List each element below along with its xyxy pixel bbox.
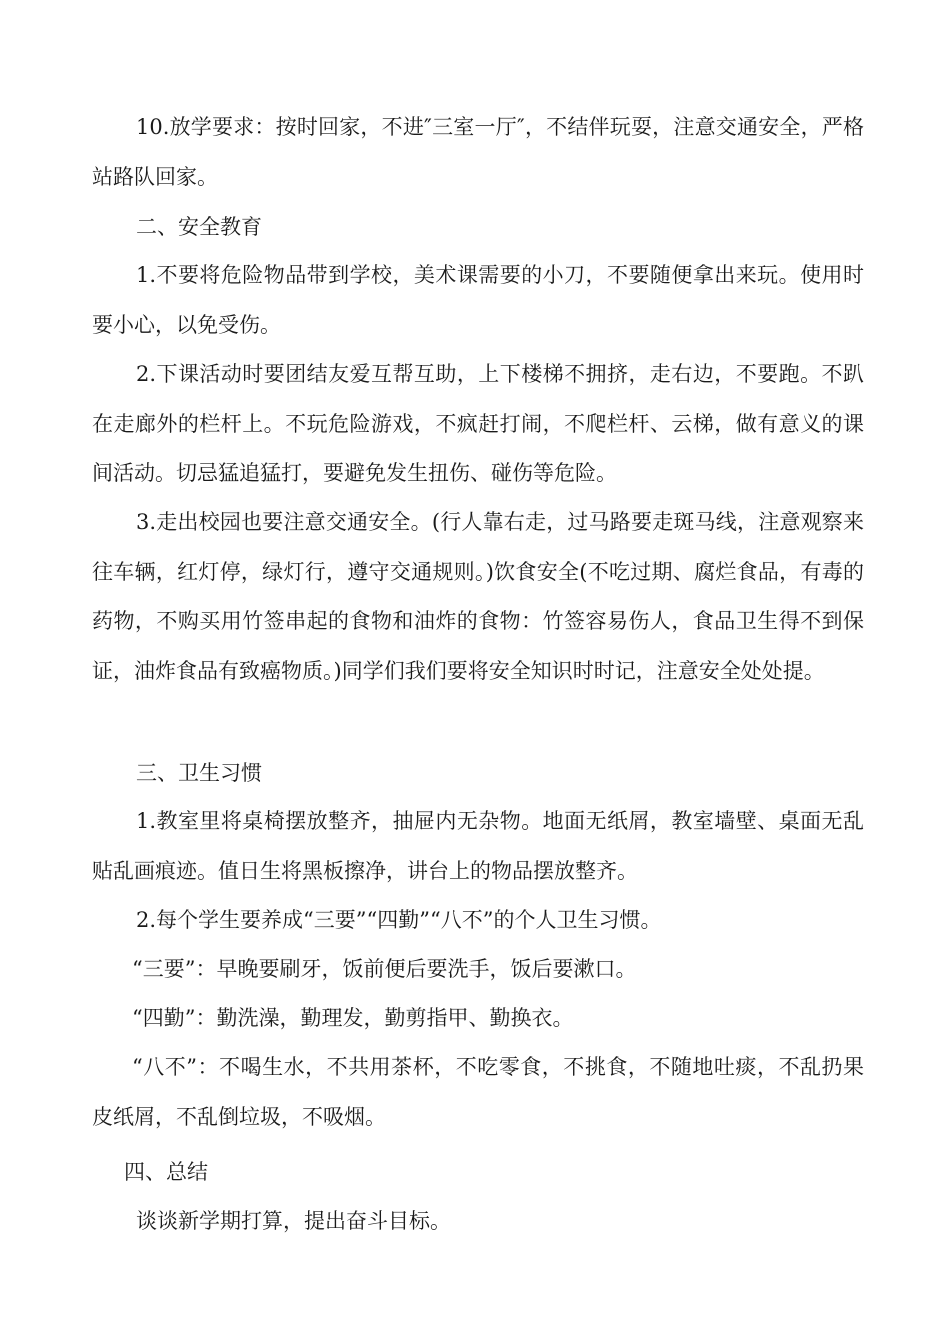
paragraph-summary: 谈谈新学期打算，提出奋斗目标。 xyxy=(136,1209,451,1233)
paragraph-hygiene-1: 1.教室里将桌椅摆放整齐，抽屉内无杂物。地面无纸屑，教室墙壁、桌面无乱贴乱画痕迹。值日生将黑板擦净，讲台上的物品摆放整齐。 xyxy=(92,809,864,883)
section-heading-safety: 二、安全教育 xyxy=(136,215,262,239)
paragraph-four-diligences: “四勤”：勤洗澡，勤理发，勤剪指甲、勤换衣。 xyxy=(132,1006,574,1030)
paragraph-dismissal-rules: 10.放学要求：按时回家，不进″三室一厅″，不结伴玩耍，注意交通安全，严格站路队回家。 xyxy=(92,115,864,189)
section-heading-summary: 四、总结 xyxy=(124,1160,208,1184)
paragraph-safety-2: 2.下课活动时要团结友爱互帮互助，上下楼梯不拥挤，走右边，不要跑。不趴在走廊外的栏杆上。不玩危险游戏，不疯赶打闹，不爬栏杆、云梯，做有意义的课间活动。切忌猛追猛打，要避免发生扭伤、碰伤等危险。 xyxy=(92,362,864,485)
paragraph-hygiene-2: 2.每个学生要养成“三要”“四勤”“八不”的个人卫生习惯。 xyxy=(136,908,662,932)
section-heading-hygiene: 三、卫生习惯 xyxy=(136,761,262,785)
paragraph-safety-1: 1.不要将危险物品带到学校，美术课需要的小刀，不要随便拿出来玩。使用时要小心，以免受伤。 xyxy=(92,263,864,337)
paragraph-eight-donts: “八不”：不喝生水，不共用茶杯，不吃零食，不挑食，不随地吐痰，不乱扔果皮纸屑，不乱倒垃圾，不吸烟。 xyxy=(92,1055,864,1129)
paragraph-three-musts: “三要”：早晚要刷牙，饭前便后要洗手，饭后要漱口。 xyxy=(132,957,637,981)
paragraph-safety-3: 3.走出校园也要注意交通安全。(行人靠右走，过马路要走斑马线，注意观察来往车辆，红灯停，绿灯行，遵守交通规则。)饮食安全(不吃过期、腐烂食品，有毒的药物，不购买用竹签串起的食物和油炸的食物：竹签容易伤人，食品卫生得不到保证，油炸食品有致癌物质。)同学们我们要将安全知识时时记，注意安全处处提。 xyxy=(92,510,864,683)
